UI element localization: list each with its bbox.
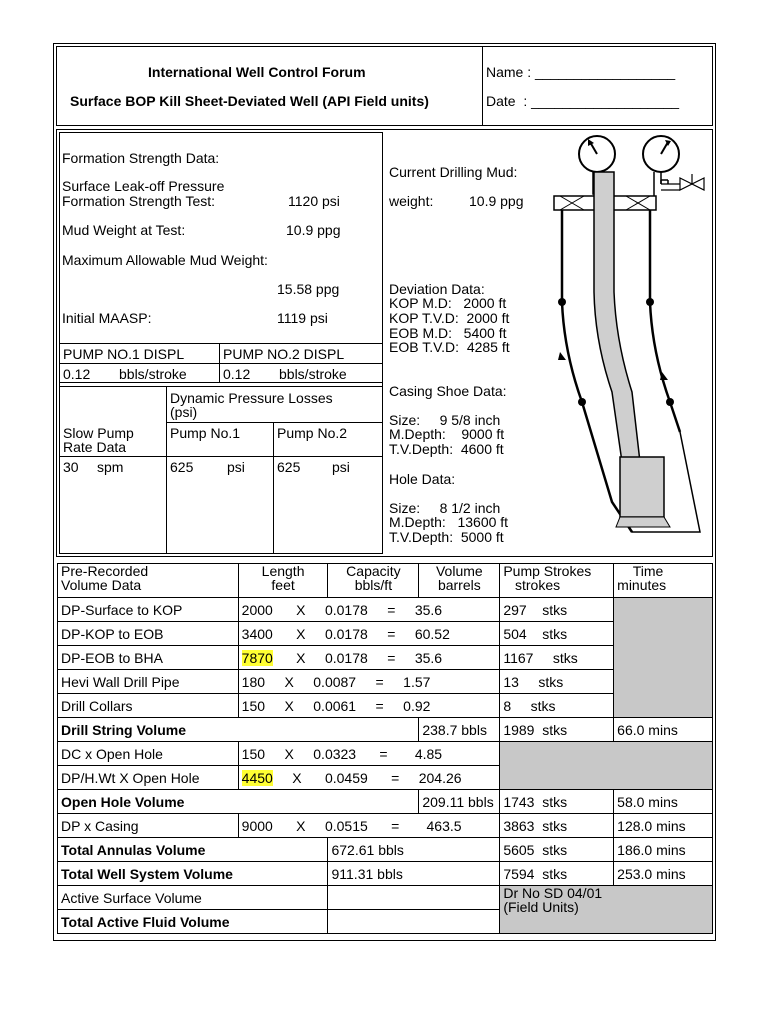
row-calc: 9000 X 0.0515 = 463.5 [238,814,500,838]
row-strokes: 5605 stks [500,838,614,862]
row-strokes: 3863 stks [500,814,614,838]
row-calc: 4450 X 0.0459 = 204.26 [238,766,500,790]
col-header-length: Length feet [238,564,328,598]
dyn-vline-1 [166,386,167,554]
eob-md: EOB M.D: 5400 ft [389,325,507,341]
row-label: Total Active Fluid Volume [58,910,328,934]
deviation-heading: Deviation Data: [389,281,485,297]
row-calc: 150 X 0.0323 = 4.85 [238,742,500,766]
row-time: 128.0 mins [614,814,713,838]
leakoff-label-1: Surface Leak-off Pressure [62,178,225,194]
pump-displ-vdivider [219,343,220,383]
drawing-number: Dr No SD 04/01 (Field Units) [500,886,713,934]
header-divider [482,46,483,126]
pump2-displ-unit: bbls/stroke [279,366,347,382]
row-label: Drill String Volume [58,718,419,742]
row-time: 58.0 mins [614,790,713,814]
row-strokes: 297 stks [500,598,614,622]
casing-md: M.Depth: 9000 ft [389,426,505,442]
hole-size: Size: 8 1/2 inch [389,500,501,516]
mud-weight-label: weight: [389,193,434,209]
col-header-volume: Volume barrels [419,564,500,598]
row-calc: 2000 X 0.0178 = 35.6 [238,598,500,622]
table-row [58,790,713,814]
mud-heading: Current Drilling Mud: [389,164,518,180]
maasp-value: 1119 psi [277,310,328,326]
col-header-capacity: Capacity bbls/ft [328,564,419,598]
highlighted-length: 4450 [241,769,273,786]
hole-heading: Hole Data: [389,471,456,487]
table-row [58,862,713,886]
row-label: DP/H.Wt X Open Hole [58,766,239,790]
row-time: 186.0 mins [614,838,713,862]
table-row [58,814,713,838]
dyn-vline-2 [273,422,274,554]
kop-md: KOP M.D: 2000 ft [389,295,507,311]
slow-pump-label-2: Rate Data [63,439,127,455]
pump1-displ-unit: bbls/stroke [119,366,187,382]
slow-rate-value: 30 [63,459,79,475]
row-label: Active Surface Volume [58,886,328,910]
casing-size: Size: 9 5/8 inch [389,412,501,428]
maasp-label: Initial MAASP: [62,310,152,326]
row-label: Total Annulas Volume [58,838,328,862]
pump-no1-label: Pump No.1 [170,425,241,441]
max-mud-label: Maximum Allowable Mud Weight: [62,252,268,268]
casing-tvd: T.V.Depth: 4600 ft [389,441,504,457]
col-header-time: Time minutes [614,564,713,598]
row-label: Open Hole Volume [58,790,419,814]
col-header-strokes: Pump Strokes strokes [500,564,614,598]
formation-heading: Formation Strength Data: [62,150,220,166]
dyn-hline-2 [59,456,383,457]
dynamic-heading-2: (psi) [170,404,198,420]
mud-test-label: Mud Weight at Test: [62,222,186,238]
table-row [58,742,713,766]
hole-md: M.Depth: 13600 ft [389,514,509,530]
pump1-displ-value: 0.12 [63,366,91,382]
pump1-displ-label: PUMP NO.1 DISPL [63,346,185,362]
slow-pump-label-1: Slow Pump [63,425,134,441]
pressure-gauge-icon [643,136,679,184]
col-header-volume-data: Pre-Recorded Volume Data [58,564,239,598]
eob-tvd: EOB T.V.D: 4285 ft [389,339,510,355]
row-label: DC x Open Hole [58,742,239,766]
table-row [58,886,713,910]
row-strokes: 1167 stks [500,646,614,670]
table-row [58,718,713,742]
row-volume: 209.11 bbls [419,790,500,814]
row-time: 253.0 mins [614,862,713,886]
volume-table [57,563,713,934]
row-calc: 150 X 0.0061 = 0.92 [238,694,500,718]
row-calc: 7870 X 0.0178 = 35.6 [238,646,500,670]
pump2-displ-label: PUMP NO.2 DISPL [223,346,345,362]
row-volume: 238.7 bbls [419,718,500,742]
row-strokes: 504 stks [500,622,614,646]
row-volume[interactable] [328,886,500,910]
dyn-hline-1 [166,422,383,423]
pump-no2-label: Pump No.2 [277,425,348,441]
pump2-loss-unit: psi [332,459,350,475]
grey-cell [500,742,713,790]
table-row [58,838,713,862]
row-label: Drill Collars [58,694,239,718]
mud-weight-value: 10.9 ppg [469,193,524,209]
row-label: Hevi Wall Drill Pipe [58,670,239,694]
row-volume[interactable] [328,910,500,934]
row-strokes: 1989 stks [500,718,614,742]
row-time: 66.0 mins [614,718,713,742]
pump-displ-divider [59,363,383,364]
row-label: DP x Casing [58,814,239,838]
row-volume: 672.61 bbls [328,838,500,862]
leakoff-value: 1120 psi [288,193,340,209]
sheet-title: Surface BOP Kill Sheet-Deviated Well (API Field units) [70,93,429,109]
row-label: Total Well System Volume [58,862,328,886]
highlighted-length: 7870 [241,649,273,666]
casing-heading: Casing Shoe Data: [389,383,507,399]
pump2-loss-value: 625 [277,459,301,475]
hole-tvd: T.V.Depth: 5000 ft [389,529,504,545]
row-label: DP-EOB to BHA [58,646,239,670]
grey-cell [614,598,713,718]
row-strokes: 13 stks [500,670,614,694]
table-row [58,598,713,622]
name-field[interactable]: Name : __________________ [486,64,676,80]
row-label: DP-KOP to EOB [58,622,239,646]
well-schematic [540,132,712,552]
row-strokes: 8 stks [500,694,614,718]
table-header-row [58,564,713,598]
slow-rate-unit: spm [97,459,124,475]
pump1-loss-unit: psi [227,459,245,475]
row-volume: 911.31 bbls [328,862,500,886]
dynamic-heading-1: Dynamic Pressure Losses [170,390,333,406]
mud-test-value: 10.9 ppg [286,222,341,238]
date-field[interactable]: Date : ___________________ [486,93,680,109]
header-box [56,46,713,126]
max-mud-value: 15.58 ppg [277,281,340,297]
org-title: International Well Control Forum [148,64,366,80]
leakoff-label-2: Formation Strength Test: [62,193,216,209]
row-label: DP-Surface to KOP [58,598,239,622]
pump2-displ-value: 0.12 [223,366,251,382]
row-calc: 3400 X 0.0178 = 60.52 [238,622,500,646]
kop-tvd: KOP T.V.D: 2000 ft [389,310,510,326]
row-strokes: 7594 stks [500,862,614,886]
row-strokes: 1743 stks [500,790,614,814]
row-calc: 180 X 0.0087 = 1.57 [238,670,500,694]
pump1-loss-value: 625 [170,459,194,475]
